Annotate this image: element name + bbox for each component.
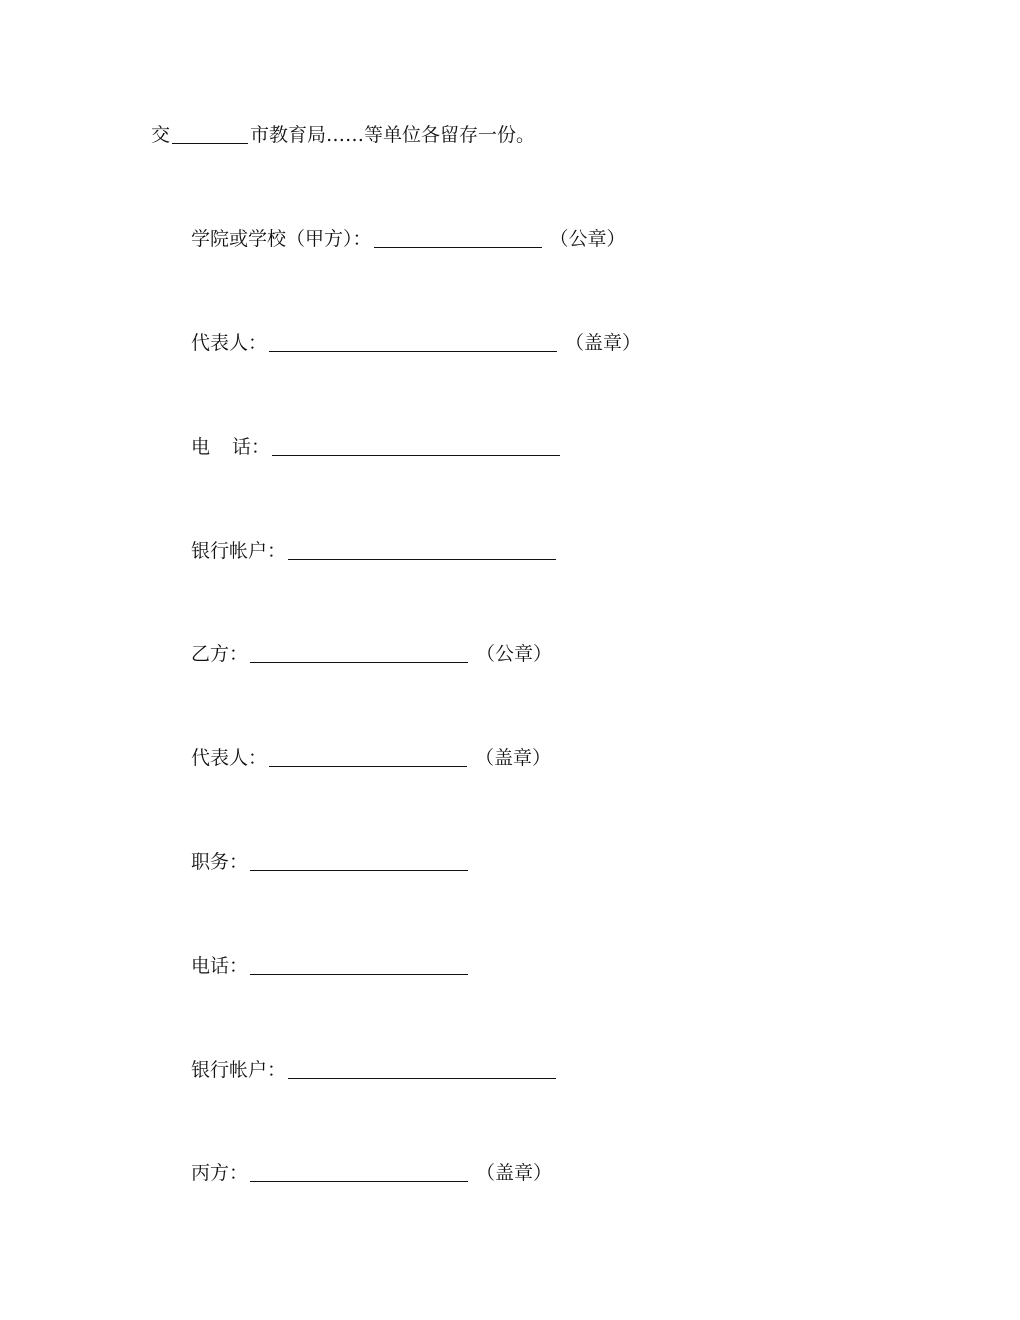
party-b-representative-row	[191, 745, 551, 770]
party-b-phone-label: 电话：	[191, 955, 249, 977]
intro-suffix: 市教育局……等单位各留存一份。	[250, 124, 536, 146]
party-c-blank[interactable]	[250, 1163, 468, 1182]
party-a-phone-label-first: 电	[191, 436, 211, 458]
party-a-school-label: 学院或学校（甲方）：	[191, 228, 372, 250]
party-b-bank-account-blank[interactable]	[288, 1060, 556, 1079]
party-b-representative-blank[interactable]	[269, 748, 467, 767]
intro-sentence	[151, 122, 535, 147]
party-a-phone-label-second: 话：	[232, 436, 271, 458]
party-a-school-row	[191, 226, 626, 251]
party-b-position-blank[interactable]	[250, 852, 468, 871]
party-b-position-label: 职务：	[191, 851, 249, 873]
party-a-representative-seal-note: （盖章）	[565, 332, 642, 354]
party-c-row	[191, 1160, 552, 1185]
party-b-bank-account-row	[191, 1057, 558, 1082]
party-a-representative-blank[interactable]	[269, 333, 557, 352]
party-a-school-blank[interactable]	[374, 229, 542, 248]
party-b-representative-seal-note: （盖章）	[475, 747, 552, 769]
party-b-row	[191, 641, 552, 666]
party-b-phone-row	[191, 953, 470, 978]
party-a-bank-account-label: 银行帐户：	[191, 540, 287, 562]
party-a-representative-row	[191, 330, 641, 355]
party-b-blank[interactable]	[250, 644, 468, 663]
party-c-label: 丙方：	[191, 1162, 249, 1184]
party-a-seal-note: （公章）	[549, 228, 626, 250]
party-a-phone-blank[interactable]	[272, 437, 560, 456]
party-b-bank-account-label: 银行帐户：	[191, 1059, 287, 1081]
intro-prefix: 交	[151, 124, 171, 146]
party-b-position-row	[191, 849, 470, 874]
party-b-representative-label: 代表人：	[191, 747, 268, 769]
party-a-representative-label: 代表人：	[191, 332, 268, 354]
party-a-bank-account-row	[191, 538, 558, 563]
city-blank-line[interactable]	[172, 125, 248, 144]
party-c-seal-note: （盖章）	[476, 1162, 553, 1184]
party-a-phone-row	[191, 434, 562, 459]
party-a-bank-account-blank[interactable]	[288, 541, 556, 560]
party-b-phone-blank[interactable]	[250, 956, 468, 975]
party-b-seal-note: （公章）	[476, 643, 553, 665]
party-b-label: 乙方：	[191, 643, 249, 665]
